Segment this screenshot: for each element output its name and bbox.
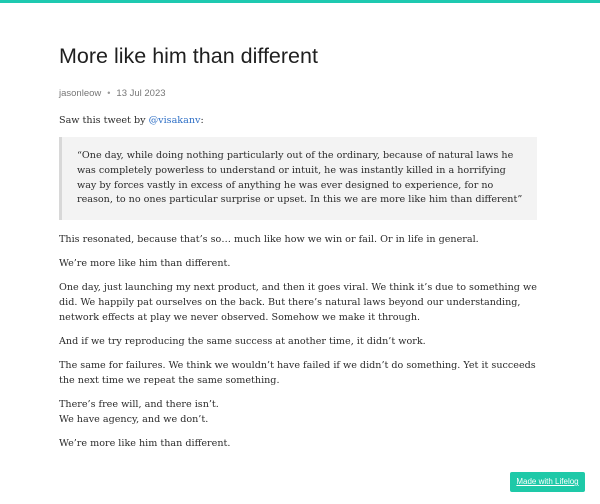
author-name[interactable]: jasonleow — [59, 88, 102, 99]
paragraph: The same for failures. We think we wouldn’t have failed if we didn’t do something. Yet it succeeds the next time we repeat the same something. — [59, 360, 536, 387]
accent-top-bar — [0, 0, 600, 3]
twitter-handle-link[interactable]: @visakanv — [148, 115, 201, 126]
meta-separator: • — [107, 88, 111, 98]
blockquote: “One day, while doing nothing particularly out of the ordinary, because of natural laws he was completely powerless to understand or intuit, he was instantly killed in a horrifying way by forces vastly in excess of anything he was ever designed to experience, for no reason, to no ones particular surprise or upset. In this we are more like him than different” — [59, 137, 537, 220]
paragraph: We’re more like him than different. — [59, 258, 231, 270]
made-with-lifelog-button[interactable]: Made with Lifelog — [510, 472, 585, 492]
intro-text: Saw this tweet by — [59, 115, 149, 126]
closing-paragraph: We’re more like him than different. — [59, 438, 231, 450]
article-body — [59, 113, 537, 460]
post-meta — [59, 88, 166, 99]
post-date: 13 Jul 2023 — [116, 88, 166, 99]
paragraph: And if we try reproducing the same success at another time, it didn’t work. — [59, 336, 426, 348]
page-title: More like him than different — [59, 44, 318, 68]
paragraph-multiline — [59, 397, 537, 427]
paragraph-line: We have agency, and we don’t. — [59, 414, 209, 426]
paragraph-line: There’s free will, and there isn’t. — [59, 399, 219, 411]
paragraph: This resonated, because that’s so… much like how we win or fail. Or in life in general. — [59, 234, 479, 246]
intro-paragraph — [59, 113, 537, 128]
intro-colon: : — [200, 115, 204, 126]
paragraph: One day, just launching my next product, and then it goes viral. We think it’s due to something we did. We happily pat ourselves on the back. But there’s natural laws beyond our understanding, network effects at play we never observed. Somehow we make it through. — [59, 282, 537, 324]
